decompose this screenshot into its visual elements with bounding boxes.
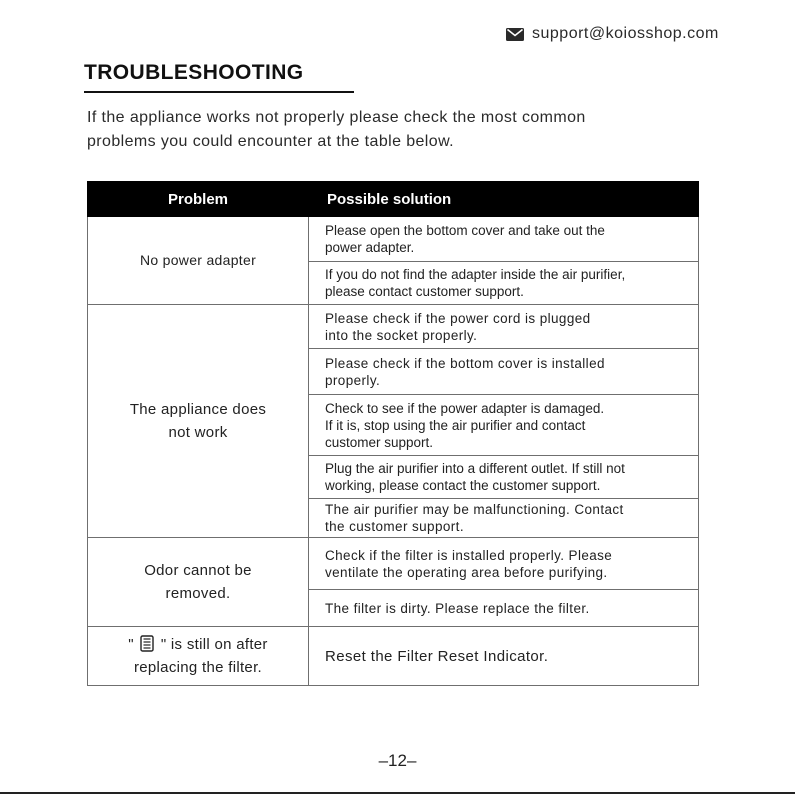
header-problem: Problem xyxy=(88,182,309,217)
intro-paragraph: If the appliance works not properly please check the most common problems you could encounter at the table below. xyxy=(87,109,586,150)
solution-cell: Check to see if the power adapter is damaged. If it is, stop using the air purifier and contact customer support. xyxy=(309,395,699,456)
problem-cell: The appliance does not work xyxy=(88,305,309,538)
bottom-divider xyxy=(0,792,795,794)
problem-line2: replacing the filter. xyxy=(133,659,263,676)
table-row xyxy=(88,538,699,590)
problem-line1-suffix: " is still on after xyxy=(160,636,268,653)
support-email[interactable]: support@koiosshop.com xyxy=(532,25,719,42)
page-number: –12– xyxy=(378,751,417,770)
page-title: TROUBLESHOOTING xyxy=(84,61,304,84)
table-row xyxy=(88,305,699,349)
support-contact xyxy=(506,25,719,43)
solution-cell: Please check if the bottom cover is installed properly. xyxy=(309,349,699,395)
table-row xyxy=(88,217,699,262)
table-row xyxy=(88,627,699,686)
solution-cell: Check if the filter is installed properly. Please ventilate the operating area before purifying. xyxy=(309,538,699,590)
solution-cell: The air purifier may be malfunctioning. Contact the customer support. xyxy=(309,499,699,538)
solution-cell: Plug the air purifier into a different outlet. If still not working, please contact the customer support. xyxy=(309,456,699,499)
problem-prefix: " xyxy=(128,636,134,653)
solution-cell: Reset the Filter Reset Indicator. xyxy=(309,627,699,686)
table-header-row xyxy=(88,182,699,217)
mail-icon xyxy=(506,28,524,41)
title-underline xyxy=(84,91,354,93)
filter-indicator-icon xyxy=(140,635,154,652)
solution-cell: Please open the bottom cover and take out the power adapter. xyxy=(309,217,699,262)
header-solution: Possible solution xyxy=(309,182,699,217)
solution-cell: Please check if the power cord is plugged into the socket properly. xyxy=(309,305,699,349)
problem-cell xyxy=(88,627,309,686)
solution-cell: If you do not find the adapter inside the air purifier, please contact customer support. xyxy=(309,262,699,305)
problem-cell: Odor cannot be removed. xyxy=(88,538,309,627)
solution-cell: The filter is dirty. Please replace the filter. xyxy=(309,590,699,627)
troubleshooting-table xyxy=(87,181,699,686)
problem-cell: No power adapter xyxy=(88,217,309,305)
